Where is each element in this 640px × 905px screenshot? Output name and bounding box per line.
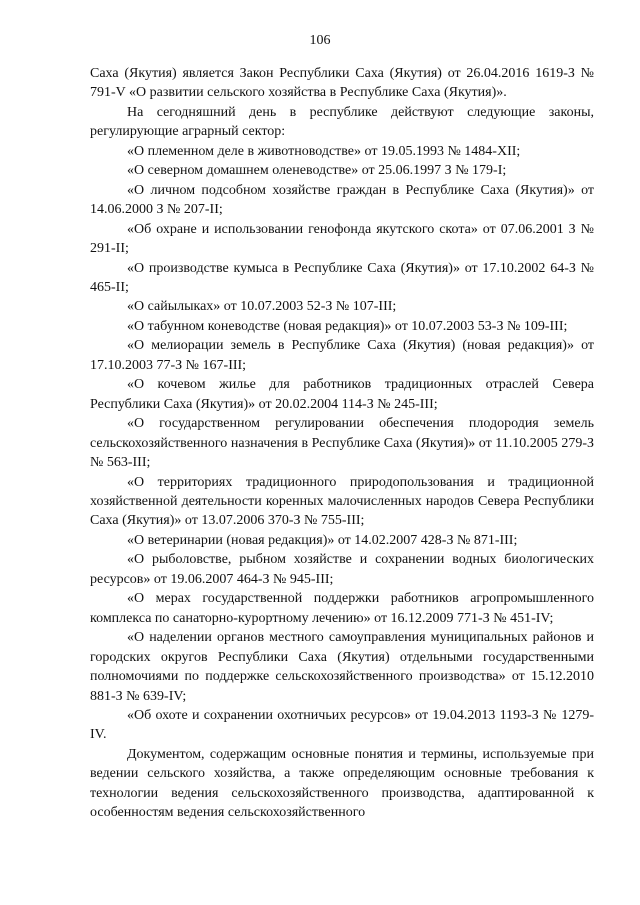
law-item: «О ветеринарии (новая редакция)» от 14.02.2007 428-З № 871-III; (127, 532, 518, 548)
law-item: «Об охоте и сохранении охотничьих ресурсов» от 19.04.2013 1193-З № 1279-IV. (90, 707, 594, 743)
page-number: 106 (309, 33, 331, 48)
law-item: «О северном домашнем оленеводстве» от 25.06.1997 З № 179-I; (127, 163, 507, 179)
law-item: «Об охране и использовании генофонда якутского скота» от 07.06.2001 З № 291-II; (90, 221, 594, 257)
law-item: «О племенном деле в животноводстве» от 19.05.1993 № 1484-XII; (127, 143, 521, 159)
paragraph-laws-heading: На сегодняшний день в республике действуют следующие законы, регулирующие аграрный сектор: (90, 104, 594, 140)
law-item: «О кочевом жилье для работников традиционных отраслей Севера Республики Саха (Якутия)» от 20.02.2004 114-З № 245-III; (90, 377, 594, 412)
law-item: «О сайылыках» от 10.07.2003 52-З № 107-III; (127, 299, 397, 315)
law-item: «О личном подсобном хозяйстве граждан в Республике Саха (Якутия)» от 14.06.2000 З № 207-II; (90, 182, 594, 218)
law-item: «О табунном коневодстве (новая редакция)» от 10.07.2003 53-З № 109-III; (127, 318, 568, 334)
law-item: «О территориях традиционного природопользования и традиционной хозяйственной деятельности коренных малочисленных народов Севера Республики Саха (Якутия)» от 13.07.2006 370-З № 755-III; (90, 474, 594, 529)
law-item: «О государственном регулировании обеспечения плодородия земель сельскохозяйственного назначения в Республике Саха (Якутия)» от 11.10.2005 279-З № 563-III; (90, 416, 594, 471)
law-item: «О наделении органов местного самоуправления муниципальных районов и городских округов Республики Саха (Якутия) отдельными государственными полномочиями по поддержке сельскохозяйственного производства» от 15.12.2010 881-З № 639-IV; (90, 630, 594, 704)
paragraph-closing: Документом, содержащим основные понятия и термины, используемые при ведении сельского хозяйства, а также определяющим основные требования к технологии ведения сельскохозяйственного производства, адаптированной к особенностям ведения сельскохозяйственного (90, 746, 594, 821)
law-item: «О мерах государственной поддержки работников агропромышленного комплекса по санаторно-курортному лечению» от 16.12.2009 771-З № 451-IV; (90, 591, 594, 626)
law-item: «О рыболовстве, рыбном хозяйстве и сохранении водных биологических ресурсов» от 19.06.2007 464-З № 945-III; (90, 552, 594, 587)
paragraph-law-intro: Саха (Якутия) является Закон Республики Саха (Якутия) от 26.04.2016 1619-З № 791-V «О развитии сельского хозяйства в Республике Саха (Якутия)». (90, 66, 594, 101)
document-body (90, 64, 594, 823)
law-item: «О мелиорации земель в Республике Саха (Якутия) (новая редакция)» от 17.10.2003 77-З № 167-III; (90, 338, 594, 373)
law-item: «О производстве кумыса в Республике Саха (Якутия)» от 17.10.2002 64-З № 465-II; (90, 260, 594, 295)
